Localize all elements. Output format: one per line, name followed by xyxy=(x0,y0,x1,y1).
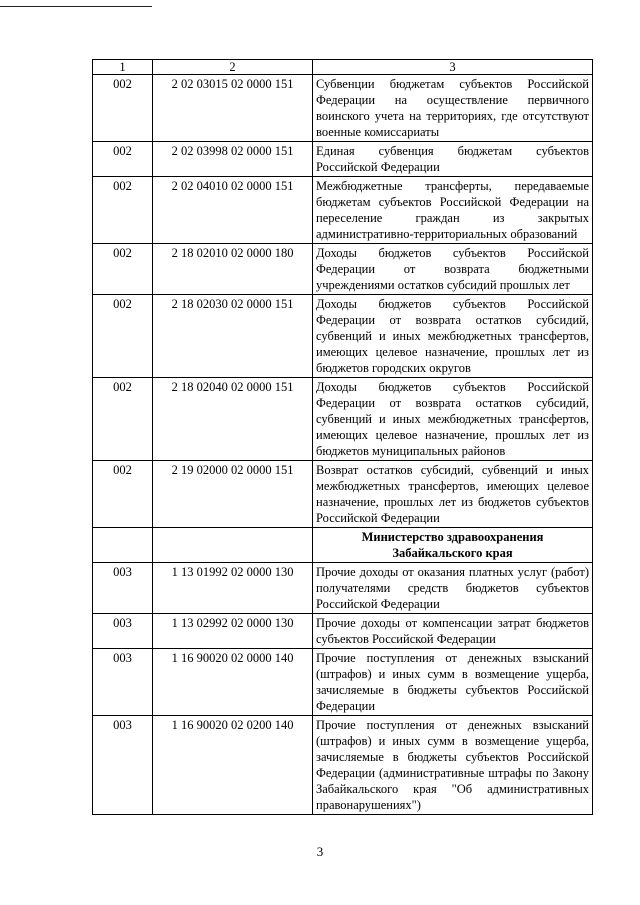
description-cell: Доходы бюджетов субъектов Российской Федерации от возврата остатков субсидий, субвенций и иных межбюджетных трансфертов, имеющих целевое назначение, прошлых лет из бюджетов муниципальных районов xyxy=(313,378,593,461)
description-cell: Доходы бюджетов субъектов Российской Федерации от возврата остатков субсидий, субвенций и иных межбюджетных трансфертов, имеющих целевое назначение, прошлых лет из бюджетов городских округов xyxy=(313,295,593,378)
table-row xyxy=(93,563,593,614)
revenue-code-cell: 2 18 02010 02 0000 180 xyxy=(153,244,313,295)
header-col-1: 1 xyxy=(93,60,153,75)
revenue-code-cell: 2 02 03998 02 0000 151 xyxy=(153,142,313,177)
revenue-classification-table xyxy=(92,59,593,815)
corner-rule xyxy=(0,6,152,7)
table-row xyxy=(93,378,593,461)
admin-code-cell: 003 xyxy=(93,716,153,815)
revenue-code-cell: 2 02 04010 02 0000 151 xyxy=(153,177,313,244)
description-cell: Единая субвенция бюджетам субъектов Российской Федерации xyxy=(313,142,593,177)
header-col-3: 3 xyxy=(313,60,593,75)
admin-code-cell: 002 xyxy=(93,295,153,378)
description-cell: Доходы бюджетов субъектов Российской Федерации от возврата бюджетными учреждениями остатков субсидий прошлых лет xyxy=(313,244,593,295)
table-body xyxy=(93,60,593,815)
revenue-code-cell: 1 16 90020 02 0200 140 xyxy=(153,716,313,815)
description-cell: Межбюджетные трансферты, передаваемые бюджетам субъектов Российской Федерации на переселение граждан из закрытых административно-территориальных образований xyxy=(313,177,593,244)
admin-code-cell: 002 xyxy=(93,378,153,461)
revenue-code-cell: 2 18 02040 02 0000 151 xyxy=(153,378,313,461)
admin-code-cell: 002 xyxy=(93,461,153,528)
description-cell: Прочие доходы от компенсации затрат бюджетов субъектов Российской Федерации xyxy=(313,614,593,649)
revenue-code-cell: 2 18 02030 02 0000 151 xyxy=(153,295,313,378)
table-row xyxy=(93,244,593,295)
section-row xyxy=(93,528,593,563)
revenue-code-cell: 1 13 01992 02 0000 130 xyxy=(153,563,313,614)
admin-code-cell xyxy=(93,528,153,563)
document-page xyxy=(92,59,592,815)
table-row xyxy=(93,295,593,378)
table-row xyxy=(93,716,593,815)
description-cell: Прочие доходы от оказания платных услуг (работ) получателями средств бюджетов субъектов Российской Федерации xyxy=(313,563,593,614)
description-cell: Субвенции бюджетам субъектов Российской Федерации на осуществление первичного воинского учета на территориях, где отсутствуют военные комиссариаты xyxy=(313,75,593,142)
admin-code-cell: 003 xyxy=(93,649,153,716)
admin-code-cell: 003 xyxy=(93,563,153,614)
table-row xyxy=(93,75,593,142)
description-cell: Министерство здравоохранения Забайкальского края xyxy=(313,528,593,563)
table-row xyxy=(93,142,593,177)
admin-code-cell: 002 xyxy=(93,244,153,295)
admin-code-cell: 002 xyxy=(93,142,153,177)
admin-code-cell: 003 xyxy=(93,614,153,649)
revenue-code-cell: 1 16 90020 02 0000 140 xyxy=(153,649,313,716)
description-cell: Возврат остатков субсидий, субвенций и иных межбюджетных трансфертов, имеющих целевое назначение, прошлых лет из бюджетов субъектов Российской Федерации xyxy=(313,461,593,528)
table-row xyxy=(93,614,593,649)
table-row xyxy=(93,649,593,716)
description-cell: Прочие поступления от денежных взысканий (штрафов) и иных сумм в возмещение ущерба, зачисляемые в бюджеты субъектов Российской Федерации xyxy=(313,649,593,716)
admin-code-cell: 002 xyxy=(93,177,153,244)
table-header-row xyxy=(93,60,593,75)
revenue-code-cell: 2 19 02000 02 0000 151 xyxy=(153,461,313,528)
table-row xyxy=(93,461,593,528)
table-row xyxy=(93,177,593,244)
page-number: 3 xyxy=(316,844,324,859)
revenue-code-cell: 2 02 03015 02 0000 151 xyxy=(153,75,313,142)
header-col-2: 2 xyxy=(153,60,313,75)
admin-code-cell: 002 xyxy=(93,75,153,142)
revenue-code-cell xyxy=(153,528,313,563)
description-cell: Прочие поступления от денежных взысканий (штрафов) и иных сумм в возмещение ущерба, зачисляемые в бюджеты субъектов Российской Федерации (административные штрафы по Закону Забайкальского края "Об административных правонарушениях") xyxy=(313,716,593,815)
revenue-code-cell: 1 13 02992 02 0000 130 xyxy=(153,614,313,649)
